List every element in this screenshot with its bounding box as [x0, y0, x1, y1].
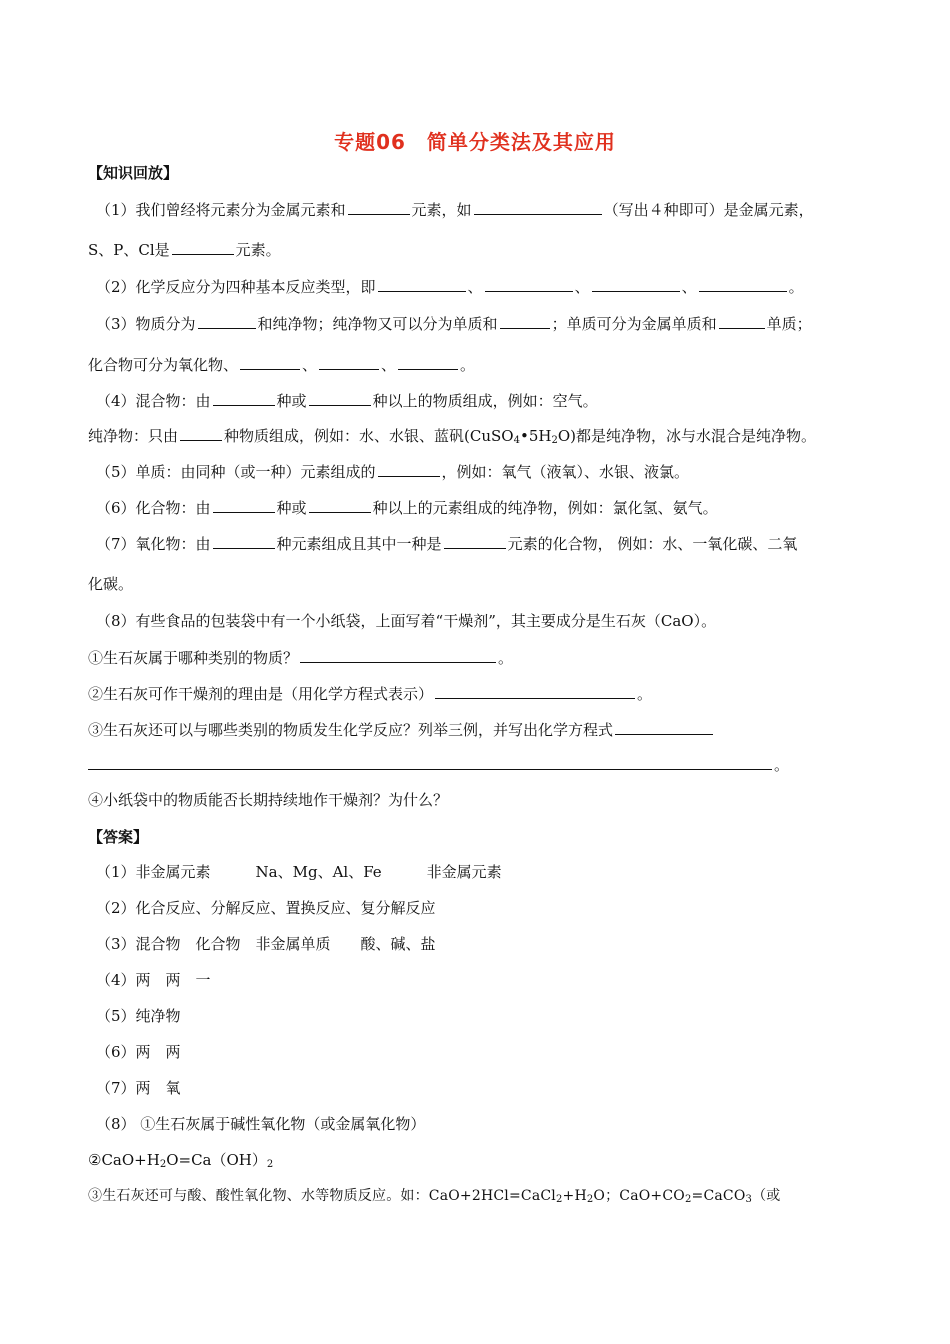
page-title: 专题06 简单分类法及其应用 [334, 130, 616, 154]
answer-blank[interactable] [319, 355, 379, 370]
question-8-sub4: ④小纸袋中的物质能否长期持续地作干燥剂？为什么？ [88, 791, 449, 809]
text: O；CaO+CO [593, 1188, 685, 1204]
text: （6）化合物：由 [96, 499, 211, 517]
text: 和纯净物；纯净物又可以分为单质和 [257, 315, 498, 333]
answer-blank[interactable] [398, 355, 458, 370]
answer-blank[interactable] [309, 498, 371, 513]
text: 元素。 [235, 241, 281, 259]
text: （4）混合物：由 [96, 392, 211, 410]
answer-blank[interactable] [500, 314, 550, 329]
text: 种物质组成，例如：水、水银、蓝矾(CuSO [224, 427, 514, 445]
answer-5: （5）纯净物 [96, 1007, 181, 1025]
text: O=Ca（OH） [166, 1151, 267, 1169]
text: ③生石灰还可与酸、酸性氧化物、水等物质反应。如：CaO+2HCl=CaCl [88, 1188, 556, 1204]
text: 、 [381, 356, 397, 374]
subscript: 2 [586, 1194, 594, 1205]
question-8-sub2 [88, 684, 870, 704]
text: 。 [637, 685, 653, 703]
question-1 [96, 200, 870, 220]
question-3 [96, 314, 870, 334]
answer-blank[interactable] [172, 240, 234, 255]
answer-blank[interactable] [213, 534, 275, 549]
subscript: 2 [684, 1194, 692, 1205]
answer-blank[interactable] [592, 277, 680, 292]
subscript: 4 [513, 435, 520, 446]
answer-blank[interactable] [444, 534, 506, 549]
text: 种或 [276, 499, 307, 517]
question-3-cont [88, 355, 870, 375]
question-7-cont: 化碳。 [88, 575, 134, 593]
text: （7）氧化物：由 [96, 535, 211, 553]
text: ①生石灰属于哪种类别的物质？ [88, 649, 299, 667]
answer-8-reactions [88, 1186, 870, 1210]
text: +H [562, 1188, 587, 1204]
question-6 [96, 498, 870, 518]
answer-blank[interactable] [474, 200, 602, 215]
answer-3: （3）混合物 化合物 非金属单质 酸、碱、盐 [96, 935, 436, 953]
subscript: 2 [551, 435, 558, 446]
text: （5）单质：由同种（或一种）元素组成的 [96, 463, 376, 481]
answer-6: （6）两 两 [96, 1043, 181, 1061]
text: （2）化学反应分为四种基本反应类型，即 [96, 278, 376, 296]
text: 种元素组成且其中一种是 [276, 535, 442, 553]
text: ②生石灰可作干燥剂的理由是（用化学方程式表示） [88, 685, 434, 703]
answer-8: （8） ①生石灰属于碱性氧化物（或金属氧化物） [96, 1115, 426, 1133]
answer-blank[interactable] [485, 277, 573, 292]
subscript: 3 [745, 1194, 753, 1205]
subscript: 2 [266, 1159, 274, 1170]
text: （写出４种即可）是金属元素， [603, 201, 814, 219]
question-8-sub1 [88, 648, 870, 668]
subscript: 2 [159, 1159, 167, 1170]
text: 。 [774, 756, 790, 774]
text: S、P、Cl是 [88, 241, 170, 259]
question-8-sub3 [88, 720, 870, 740]
text: 。 [460, 356, 476, 374]
text: ，例如：氧气（液氧）、水银、液氯。 [441, 463, 690, 481]
text: （或 [752, 1188, 781, 1204]
answer-blank[interactable] [378, 462, 440, 477]
answer-2: （2）化合反应、分解反应、置换反应、复分解反应 [96, 899, 436, 917]
text: ③生石灰还可以与哪些类别的物质发生化学反应？列举三例，并写出化学方程式 [88, 721, 614, 739]
text: 。 [788, 278, 804, 296]
text: 、 [302, 356, 318, 374]
text: 。 [498, 649, 514, 667]
text: （3）物质分为 [96, 315, 196, 333]
text: ；单质可分为金属单质和 [551, 315, 717, 333]
answer-blank[interactable] [719, 314, 765, 329]
text: 元素的化合物， 例如：水、一氧化碳、二氧 [507, 535, 798, 553]
answer-blank[interactable] [240, 355, 300, 370]
text: 单质； [766, 315, 812, 333]
question-8-sub3-cont [88, 755, 870, 775]
answer-blank[interactable] [435, 684, 635, 699]
answer-1: （1）非金属元素 Na、Mg、Al、Fe 非金属元素 [96, 863, 502, 881]
answer-blank[interactable] [213, 391, 275, 406]
answer-blank[interactable] [615, 720, 713, 735]
question-7 [96, 534, 870, 554]
text: 、 [681, 278, 697, 296]
answer-blank[interactable] [198, 314, 256, 329]
answer-4: （4）两 两 一 [96, 971, 211, 989]
answer-blank[interactable] [88, 755, 772, 770]
text: •5H [519, 427, 552, 445]
review-heading: 【知识回放】 [88, 164, 179, 182]
answer-blank[interactable] [300, 648, 496, 663]
question-4 [96, 391, 870, 411]
question-1-cont [88, 240, 870, 260]
text: （1）我们曾经将元素分为金属元素和 [96, 201, 346, 219]
answer-heading: 【答案】 [88, 828, 149, 846]
text: =CaCO [691, 1188, 746, 1204]
text: 、 [467, 278, 483, 296]
answer-blank[interactable] [213, 498, 275, 513]
text: O)都是纯净物，冰与水混合是纯净物。 [557, 427, 816, 445]
answer-blank[interactable] [180, 426, 222, 441]
text: 种以上的元素组成的纯净物，例如：氯化氢、氨气。 [372, 499, 718, 517]
question-8: （8）有些食品的包装袋中有一个小纸袋，上面写着“干燥剂”，其主要成分是生石灰（CaO）。 [96, 612, 717, 630]
text: 种以上的物质组成，例如：空气。 [372, 392, 598, 410]
answer-blank[interactable] [699, 277, 787, 292]
question-5 [96, 462, 870, 482]
subscript: 2 [555, 1194, 563, 1205]
answer-8-equation [88, 1150, 870, 1175]
text: 化合物可分为氧化物、 [88, 356, 239, 374]
text: 纯净物：只由 [88, 427, 179, 445]
text: ②CaO+H [88, 1151, 160, 1169]
answer-blank[interactable] [309, 391, 371, 406]
pure-substance-line [88, 426, 870, 451]
answer-blank[interactable] [378, 277, 466, 292]
answer-blank[interactable] [348, 200, 410, 215]
question-2 [96, 277, 870, 297]
answer-7: （7）两 氧 [96, 1079, 181, 1097]
text: 、 [574, 278, 590, 296]
text: 种或 [276, 392, 307, 410]
text: 元素，如 [411, 201, 472, 219]
